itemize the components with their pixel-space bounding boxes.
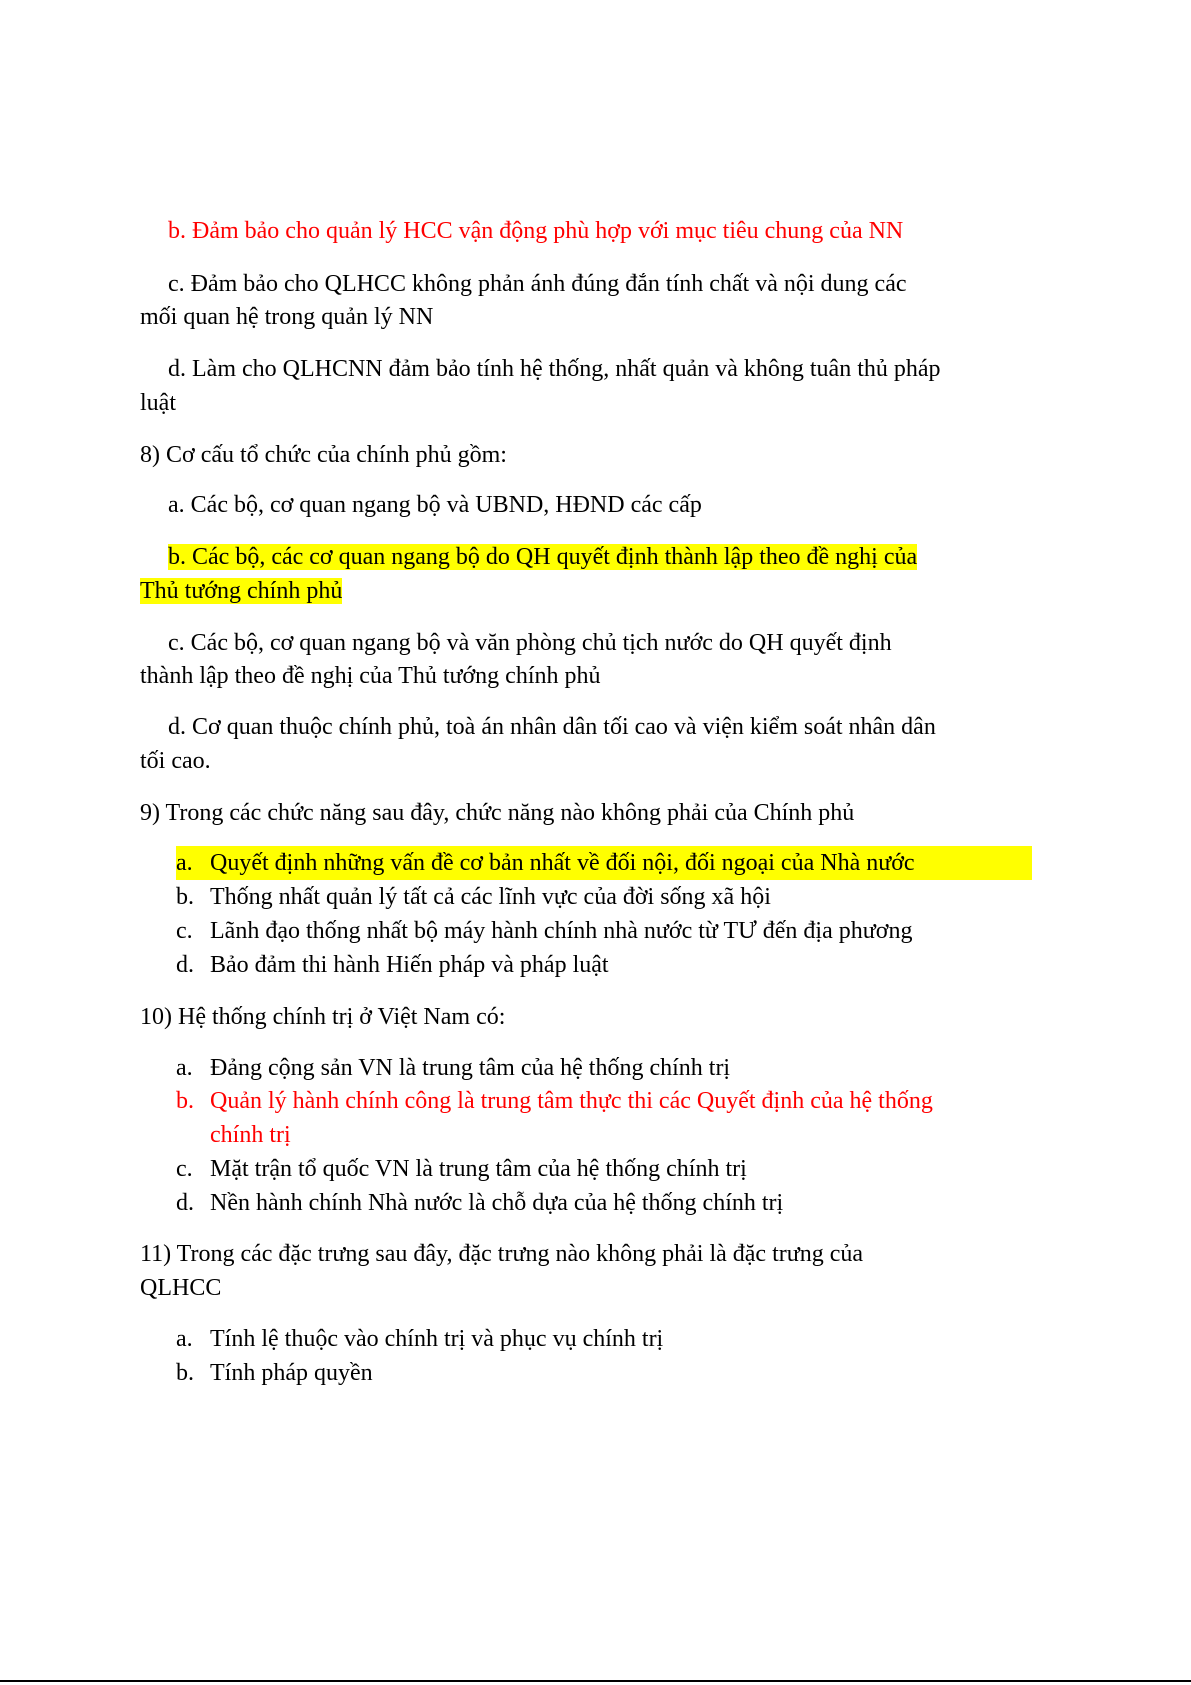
q10-option-b-text-line1: Quản lý hành chính công là trung tâm thực thi các Quyết định của hệ thống	[210, 1088, 933, 1114]
q8-option-d-line2: tối cao.	[140, 748, 211, 774]
q8-option-c-line1: c. Các bộ, cơ quan ngang bộ và văn phòng chủ tịch nước do QH quyết định	[168, 630, 892, 656]
q7-option-b: b. Đảm bảo cho quản lý HCC vận động phù hợp với mục tiêu chung của NN	[168, 218, 904, 244]
q10-option-a-text: Đảng cộng sản VN là trung tâm của hệ thống chính trị	[210, 1055, 731, 1081]
q9-option-a-letter: a.	[176, 850, 193, 876]
q11-option-a-letter: a.	[176, 1326, 193, 1352]
q9-option-d-letter: d.	[176, 952, 194, 978]
q7-option-d-line2: luật	[140, 390, 176, 416]
q10-option-a-letter: a.	[176, 1055, 193, 1081]
q10-option-c-letter: c.	[176, 1156, 193, 1182]
q10-option-b-text-line2: chính trị	[210, 1122, 291, 1148]
q8-option-b-line1	[168, 540, 917, 574]
q10-option-c-text: Mặt trận tổ quốc VN là trung tâm của hệ thống chính trị	[210, 1156, 747, 1182]
q8-question: 8) Cơ cấu tổ chức của chính phủ gồm:	[140, 442, 507, 468]
q11-question-line1: 11) Trong các đặc trưng sau đây, đặc trưng nào không phải là đặc trưng của	[140, 1241, 864, 1267]
q7-option-c-line2: mối quan hệ trong quản lý NN	[140, 304, 434, 330]
q8-option-c-line2: thành lập theo đề nghị của Thủ tướng chính phủ	[140, 663, 601, 689]
q10-option-d-text: Nền hành chính Nhà nước là chỗ dựa của hệ thống chính trị	[210, 1190, 784, 1216]
q7-option-c-line1: c. Đảm bảo cho QLHCC không phản ánh đúng đắn tính chất và nội dung các	[168, 271, 907, 297]
q11-option-a-text: Tính lệ thuộc vào chính trị và phục vụ chính trị	[210, 1326, 664, 1352]
q9-option-b-letter: b.	[176, 884, 194, 910]
q10-option-b-letter: b.	[176, 1088, 194, 1114]
q8-option-d-line1: d. Cơ quan thuộc chính phủ, toà án nhân dân tối cao và viện kiểm soát nhân dân	[168, 714, 936, 740]
q10-question: 10) Hệ thống chính trị ở Việt Nam có:	[140, 1004, 506, 1030]
q11-option-b-letter: b.	[176, 1360, 194, 1386]
q7-option-d-line1: d. Làm cho QLHCNN đảm bảo tính hệ thống, nhất quản và không tuân thủ pháp	[168, 356, 941, 382]
q8-option-a: a. Các bộ, cơ quan ngang bộ và UBND, HĐND các cấp	[168, 492, 702, 518]
q10-option-d-letter: d.	[176, 1190, 194, 1216]
q8-option-b-line1-highlight: b. Các bộ, các cơ quan ngang bộ do QH quyết định thành lập theo đề nghị của	[168, 544, 918, 570]
q8-option-b-line2	[140, 574, 342, 608]
q9-option-a-highlight	[176, 846, 1032, 880]
page-bottom-rule	[0, 1680, 1191, 1682]
q9-option-c-letter: c.	[176, 918, 193, 944]
q9-option-d-text: Bảo đảm thi hành Hiến pháp và pháp luật	[210, 952, 609, 978]
q11-question-line2: QLHCC	[140, 1275, 222, 1301]
q9-option-c-text: Lãnh đạo thống nhất bộ máy hành chính nhà nước từ TƯ đến địa phương	[210, 918, 913, 944]
q9-question: 9) Trong các chức năng sau đây, chức năng nào không phải của Chính phủ	[140, 800, 855, 826]
q9-option-b-text: Thống nhất quản lý tất cả các lĩnh vực của đời sống xã hội	[210, 884, 771, 910]
q11-option-b-text: Tính pháp quyền	[210, 1360, 373, 1386]
q8-option-b-line2-highlight: Thủ tướng chính phủ	[140, 578, 343, 604]
q9-option-a-text: Quyết định những vấn đề cơ bản nhất về đối nội, đối ngoại của Nhà nước	[210, 850, 915, 876]
